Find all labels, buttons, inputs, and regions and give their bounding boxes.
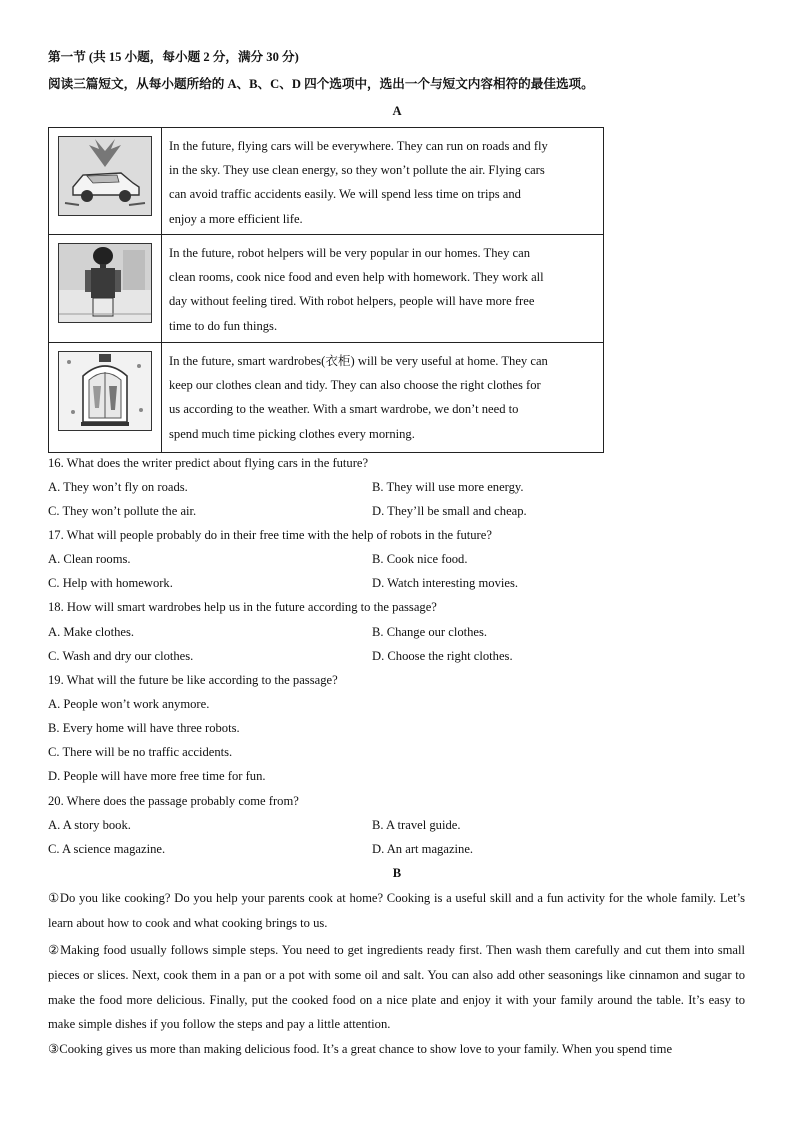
passage-a-label: A (392, 104, 402, 118)
option: C. There will be no traffic accidents. (48, 745, 233, 759)
option: A. Clean rooms. (48, 552, 131, 566)
section-header: 第一节 (共 15 小题，每小题 2 分，满分 30 分) (48, 50, 299, 64)
option: B. Change our clothes. (372, 625, 488, 639)
option: C. Help with homework. (48, 576, 173, 590)
instruction: 阅读三篇短文，从每小题所给的 A、B、C、D 四个选项中，选出一个与短文内容相符的最佳选项。 (48, 77, 594, 91)
option: D. An art magazine. (372, 842, 474, 856)
text-line: In the future, robot helpers will be very popular in our homes. They can (169, 246, 531, 260)
passage-b-label: B (392, 866, 402, 880)
image-cell (49, 128, 162, 235)
text-line: In the future, smart wardrobes(衣柜) will be very useful at home. They can (169, 354, 548, 368)
option: C. Wash and dry our clothes. (48, 649, 194, 663)
passage-a-row (49, 128, 604, 235)
option: C. They won’t pollute the air. (48, 504, 197, 518)
passage-a-row (49, 343, 604, 453)
option: B. Every home will have three robots. (48, 721, 240, 735)
option: D. Choose the right clothes. (372, 649, 513, 663)
text-line: keep our clothes clean and tidy. They can also choose the right clothes for (169, 378, 541, 393)
passage-b-paragraph: ①Do you like cooking? Do you help your parents cook at home? Cooking is a useful skill and a fun activity for the whole family. Let’s learn about how to cook and what cooking brings to us. (48, 891, 745, 930)
question-stem: 20. Where does the passage probably come from? (48, 794, 299, 808)
text-line: clean rooms, cook nice food and even help with homework. They work all (169, 270, 544, 285)
passage-b-paragraph: ③Cooking gives us more than making delicious food. It’s a great chance to show love to your family. When you spend time (48, 1042, 673, 1056)
smart-wardrobe-image (58, 351, 152, 431)
text-line: enjoy a more efficient life. (169, 211, 303, 226)
text-line: In the future, flying cars will be everywhere. They can run on roads and fly (169, 139, 548, 153)
passage-a-table (48, 127, 604, 453)
question-stem: 17. What will people probably do in their free time with the help of robots in the future? (48, 528, 492, 542)
option: D. Watch interesting movies. (372, 576, 519, 590)
text-line: time to do fun things. (169, 318, 278, 333)
option: A. Make clothes. (48, 625, 135, 639)
image-cell (49, 343, 162, 453)
option: B. Cook nice food. (372, 552, 468, 566)
option: D. People will have more free time for fun. (48, 769, 266, 783)
question-stem: 16. What does the writer predict about flying cars in the future? (48, 456, 369, 470)
question-stem: 19. What will the future be like according to the passage? (48, 673, 338, 687)
flying-car-image (58, 136, 152, 216)
image-cell (49, 235, 162, 343)
robot-helper-image (58, 243, 152, 323)
option: A. A story book. (48, 818, 131, 832)
option: B. They will use more energy. (372, 480, 524, 494)
text-line: spend much time picking clothes every morning. (169, 426, 415, 441)
text-line: us according to the weather. With a smart wardrobe, we don’t need to (169, 402, 519, 417)
row-text (162, 128, 604, 235)
option: B. A travel guide. (372, 818, 461, 832)
text-line: can avoid traffic accidents easily. We will spend less time on trips and (169, 187, 521, 202)
option: A. People won’t work anymore. (48, 697, 210, 711)
option: A. They won’t fly on roads. (48, 480, 188, 494)
passage-a-row (49, 235, 604, 343)
text-line: day without feeling tired. With robot helpers, people will have more free (169, 294, 535, 309)
text-line: in the sky. They use clean energy, so they won’t pollute the air. Flying cars (169, 163, 545, 178)
passage-b-paragraph: ②Making food usually follows simple steps. You need to get ingredients ready first. Then wash them carefully and cut them into small pieces or slices. Next, cook them in a pan or a pot with some oil and salt. You can also add other seasonings like cinnamon and sugar to make the food more delicious. Finally, put the cooked food on a nice plate and enjoy it with your family around the table. It’s easy to make simple dishes if you follow the steps and pay a little attention. (48, 943, 745, 1032)
option: C. A science magazine. (48, 842, 166, 856)
row-text (162, 235, 604, 343)
row-text (162, 343, 604, 453)
question-stem: 18. How will smart wardrobes help us in the future according to the passage? (48, 600, 437, 614)
option: D. They’ll be small and cheap. (372, 504, 527, 518)
